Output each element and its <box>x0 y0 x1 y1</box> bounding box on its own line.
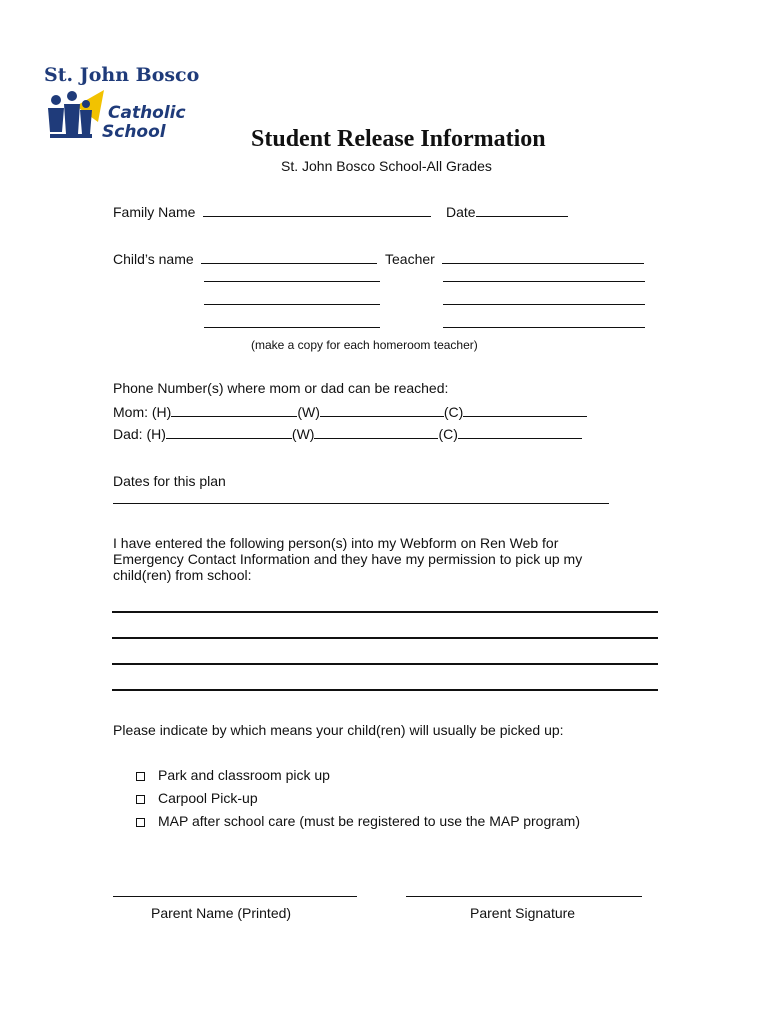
authorized-person-field-4[interactable] <box>112 689 658 691</box>
mom-home-field[interactable] <box>171 415 297 417</box>
dad-label: Dad: <box>113 426 143 442</box>
dates-label: Dates for this plan <box>113 473 226 489</box>
dad-phone-row <box>113 426 582 443</box>
mom-phone-row <box>113 404 587 421</box>
childs-name-row <box>113 251 377 268</box>
dad-work-label: (W) <box>291 426 315 442</box>
date-label: Date <box>446 204 476 220</box>
authorized-person-field-1[interactable] <box>112 611 658 613</box>
mom-cell-field[interactable] <box>463 415 587 417</box>
pickup-option-map: MAP after school care (must be registered to use the MAP program) <box>158 813 581 829</box>
page-subtitle: St. John Bosco School-All Grades <box>281 158 492 174</box>
dad-work-field[interactable] <box>314 437 438 439</box>
parent-signature-label: Parent Signature <box>470 905 576 921</box>
logo-school: School <box>102 122 166 142</box>
dad-cell-label: (C) <box>438 426 458 442</box>
family-name-label: Family Name <box>113 204 196 220</box>
parent-signature-field[interactable] <box>406 896 642 897</box>
teacher-field-1[interactable] <box>442 262 644 264</box>
pickup-map-checkbox[interactable] <box>136 818 145 827</box>
pickup-question: Please indicate by which means your child(ren) will usually be picked up: <box>113 722 564 738</box>
childs-name-field-3[interactable] <box>204 304 380 305</box>
teacher-label: Teacher <box>385 251 435 267</box>
permission-line-2: Emergency Contact Information and they have my permission to pick up my <box>113 551 583 567</box>
pickup-park-checkbox[interactable] <box>136 772 145 781</box>
pickup-option-carpool: Carpool Pick-up <box>158 790 258 806</box>
dad-cell-field[interactable] <box>458 437 582 439</box>
teacher-field-3[interactable] <box>443 304 645 305</box>
teacher-field-4[interactable] <box>443 327 645 328</box>
date-field[interactable] <box>476 215 568 217</box>
dad-home-field[interactable] <box>166 437 292 439</box>
mom-home-label: (H) <box>151 404 172 420</box>
pickup-carpool-checkbox[interactable] <box>136 795 145 804</box>
copy-note: (make a copy for each homeroom teacher) <box>251 338 478 352</box>
pickup-option-park: Park and classroom pick up <box>158 767 330 783</box>
dates-field[interactable] <box>113 503 609 504</box>
family-name-field[interactable] <box>203 215 431 217</box>
mom-cell-label: (C) <box>443 404 464 420</box>
childs-name-label: Child’s name <box>113 251 194 267</box>
mom-work-field[interactable] <box>320 415 444 417</box>
logo-school-name: St. John Bosco <box>44 64 200 86</box>
permission-line-3: child(ren) from school: <box>113 567 252 583</box>
teacher-row <box>385 251 644 268</box>
parent-name-label: Parent Name (Printed) <box>151 905 292 921</box>
logo-catholic: Catholic <box>108 103 186 123</box>
mom-label: Mom: <box>113 404 148 420</box>
permission-line-1: I have entered the following person(s) into my Webform on Ren Web for <box>113 535 559 551</box>
teacher-field-2[interactable] <box>443 281 645 282</box>
childs-name-field-2[interactable] <box>204 281 380 282</box>
date-row <box>446 204 568 221</box>
page-title: Student Release Information <box>251 126 546 152</box>
childs-name-field-4[interactable] <box>204 327 380 328</box>
phone-heading: Phone Number(s) where mom or dad can be reached: <box>113 380 449 396</box>
mom-work-label: (W) <box>297 404 320 420</box>
authorized-person-field-2[interactable] <box>112 637 658 639</box>
logo-figures-icon <box>46 88 104 142</box>
childs-name-field-1[interactable] <box>201 262 377 264</box>
parent-name-field[interactable] <box>113 896 357 897</box>
school-logo <box>44 62 204 144</box>
family-name-row <box>113 204 431 221</box>
dad-home-label: (H) <box>146 426 166 442</box>
authorized-person-field-3[interactable] <box>112 663 658 665</box>
